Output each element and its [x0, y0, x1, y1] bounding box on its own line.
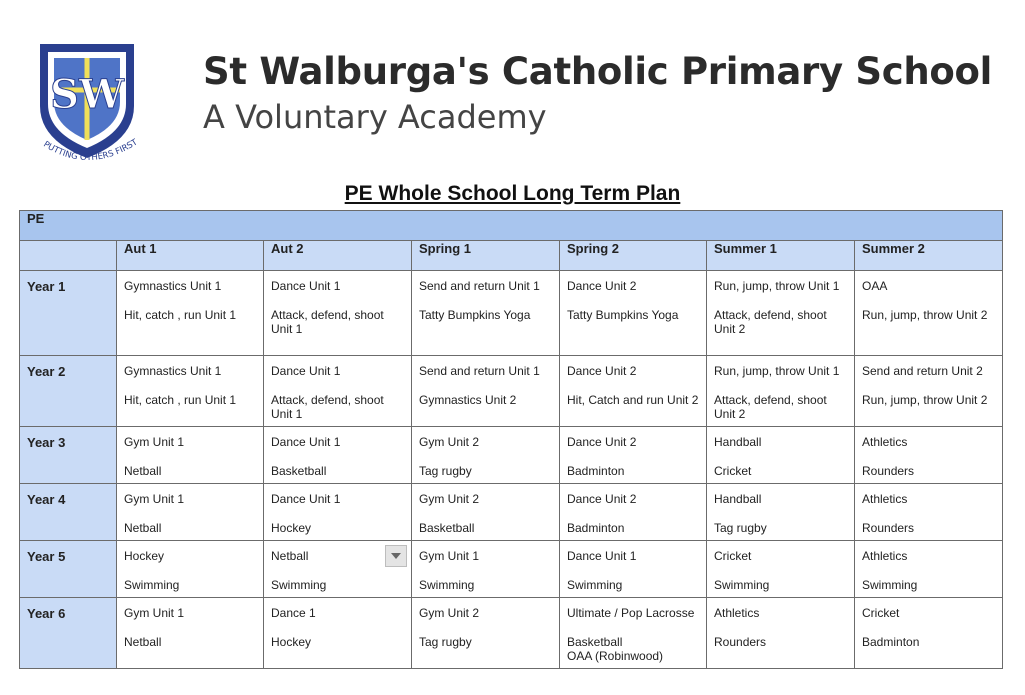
header-row: [20, 241, 1003, 271]
school-logo: [30, 40, 148, 168]
row-header: Year 1: [20, 271, 117, 356]
row-header: Year 2: [20, 356, 117, 427]
table-cell[interactable]: Dance Unit 2 Badminton: [560, 427, 707, 484]
table-cell[interactable]: Dance Unit 1 Attack, defend, shoot Unit 1: [264, 356, 412, 427]
column-header-summer2: Summer 2: [855, 241, 1003, 271]
row-header: Year 3: [20, 427, 117, 484]
dropdown-arrow-icon[interactable]: [385, 545, 407, 567]
table-cell[interactable]: Gym Unit 2 Basketball: [412, 484, 560, 541]
row-header: Year 5: [20, 541, 117, 598]
column-header-summer1: Summer 1: [707, 241, 855, 271]
table-cell[interactable]: Athletics Swimming: [855, 541, 1003, 598]
column-header-spring1: Spring 1: [412, 241, 560, 271]
table-cell[interactable]: Dance Unit 2 Hit, Catch and run Unit 2: [560, 356, 707, 427]
table-cell[interactable]: Netball Swimming: [264, 541, 412, 598]
table-cell[interactable]: Gym Unit 2 Tag rugby: [412, 427, 560, 484]
table-row-year-2: [20, 356, 1003, 427]
table-row-year-1: [20, 271, 1003, 356]
table-cell[interactable]: Dance Unit 2 Badminton: [560, 484, 707, 541]
svg-text:SW: SW: [50, 71, 124, 118]
table-cell[interactable]: Ultimate / Pop Lacrosse Basketball OAA (Robinwood): [560, 598, 707, 669]
table-row-year-5: [20, 541, 1003, 598]
row-header: Year 6: [20, 598, 117, 669]
table-row-year-3: [20, 427, 1003, 484]
table-cell[interactable]: Run, jump, throw Unit 1 Attack, defend, shoot Unit 2: [707, 356, 855, 427]
table-cell[interactable]: Athletics Rounders: [855, 427, 1003, 484]
table-cell[interactable]: Send and return Unit 2 Run, jump, throw Unit 2: [855, 356, 1003, 427]
table-cell[interactable]: Dance Unit 1 Swimming: [560, 541, 707, 598]
table-cell[interactable]: Handball Cricket: [707, 427, 855, 484]
svg-text:PUTTING OTHERS FIRST: PUTTING OTHERS FIRST: [41, 137, 140, 164]
table-cell[interactable]: Gym Unit 1 Netball: [117, 427, 264, 484]
school-name: St Walburga's Catholic Primary School: [203, 50, 993, 93]
table-cell[interactable]: Gymnastics Unit 1 Hit, catch , run Unit 1: [117, 271, 264, 356]
table-cell[interactable]: Run, jump, throw Unit 1 Attack, defend, shoot Unit 2: [707, 271, 855, 356]
table-cell[interactable]: Athletics Rounders: [855, 484, 1003, 541]
table-cell[interactable]: Send and return Unit 1 Tatty Bumpkins Yoga: [412, 271, 560, 356]
row-header: Year 4: [20, 484, 117, 541]
table-cell[interactable]: Dance 1 Hockey: [264, 598, 412, 669]
table-cell[interactable]: Dance Unit 2 Tatty Bumpkins Yoga: [560, 271, 707, 356]
column-header-blank: [20, 241, 117, 271]
long-term-plan-table: [19, 210, 1003, 669]
school-crest-icon: [30, 40, 148, 168]
table-cell[interactable]: Send and return Unit 1 Gymnastics Unit 2: [412, 356, 560, 427]
table-row-year-4: [20, 484, 1003, 541]
table-cell[interactable]: Cricket Badminton: [855, 598, 1003, 669]
table-cell[interactable]: Cricket Swimming: [707, 541, 855, 598]
table-row-year-6: [20, 598, 1003, 669]
column-header-aut1: Aut 1: [117, 241, 264, 271]
table-cell[interactable]: Dance Unit 1 Basketball: [264, 427, 412, 484]
table-cell[interactable]: Handball Tag rugby: [707, 484, 855, 541]
table-cell[interactable]: Athletics Rounders: [707, 598, 855, 669]
column-header-spring2: Spring 2: [560, 241, 707, 271]
table-cell[interactable]: Gym Unit 1 Netball: [117, 484, 264, 541]
table-cell[interactable]: Dance Unit 1 Attack, defend, shoot Unit 1: [264, 271, 412, 356]
document-title: PE Whole School Long Term Plan: [344, 182, 681, 205]
column-header-aut2: Aut 2: [264, 241, 412, 271]
school-subtitle: A Voluntary Academy: [203, 98, 547, 136]
table-cell[interactable]: Gym Unit 2 Tag rugby: [412, 598, 560, 669]
table-cell[interactable]: Gym Unit 1 Swimming: [412, 541, 560, 598]
table-cell[interactable]: Dance Unit 1 Hockey: [264, 484, 412, 541]
table-caption-row: [20, 211, 1003, 241]
table-cell[interactable]: Gymnastics Unit 1 Hit, catch , run Unit 1: [117, 356, 264, 427]
table-cell[interactable]: OAA Run, jump, throw Unit 2: [855, 271, 1003, 356]
table-cell[interactable]: Gym Unit 1 Netball: [117, 598, 264, 669]
table-cell[interactable]: Hockey Swimming: [117, 541, 264, 598]
table-caption: PE: [20, 211, 1003, 241]
